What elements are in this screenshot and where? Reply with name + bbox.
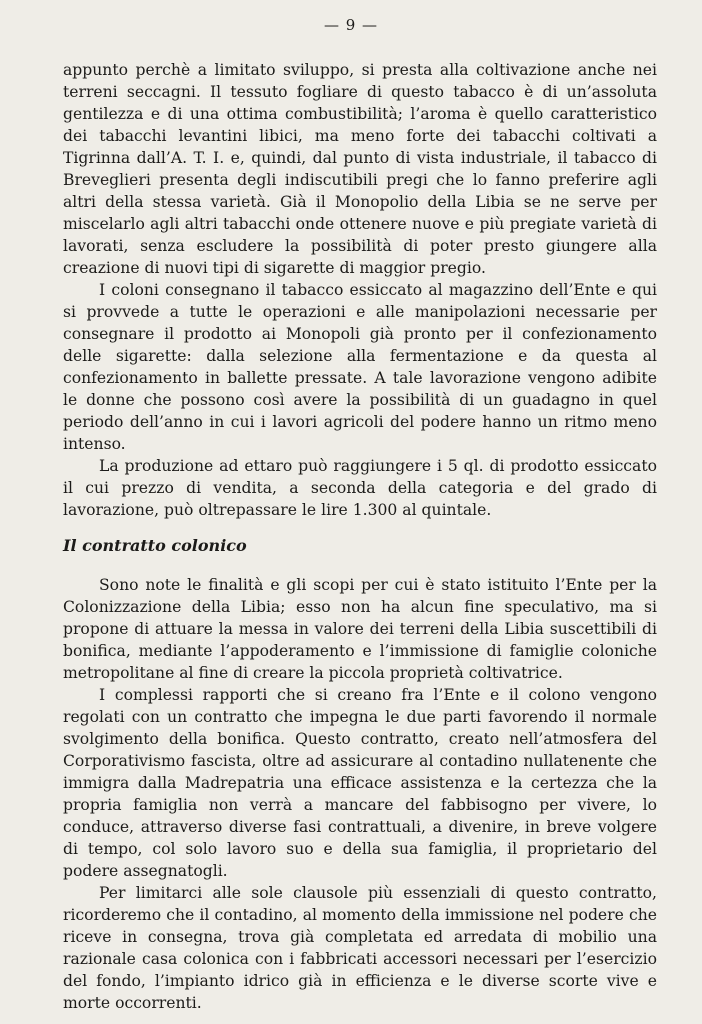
paragraph-tobacco-quality: appunto perchè a limitato sviluppo, si presta alla coltivazione anche nei terreni seccagni. Il tessuto fogliare di questo tabacco è di un’assoluta gentilezza e di una ottima combustibilità; l’aroma è quello caratteristico dei tabacchi levantini libici, ma meno forte dei tabacchi coltivati a Tigrinna dall’A. T. I. e, quindi, dal punto di vista industriale, il tabacco di Breveglieri presenta degli indiscutibili pregi che lo fanno preferire agli altri della stessa varietà. Già il Monopolio della Libia se ne serve per miscelarlo agli altri tabacchi onde ottenere nuove e più pregiate varietà di lavorati, senza escludere la possibilità di poter presto giungere alla creazione di nuovi tipi di sigarette di maggior pregio. <box>63 61 657 277</box>
paragraph-tobacco-processing: I coloni consegnano il tabacco essiccato al magazzino dell’Ente e qui si provvede a tutte le operazioni e alle manipolazioni necessarie per consegnare il prodotto ai Monopoli già pronto per il confezionamento delle sigarette: dalla selezione alla fermentazione e da questa al confezionamento in ballette pressate. A tale lavorazione vengono adibite le donne che possono così avere la possibilità di un guadagno in quel periodo dell’anno in cui i lavori agricoli del podere hanno un ritmo meno intenso. <box>63 281 657 453</box>
body-text-block-2 <box>63 574 657 1014</box>
paragraph-contract-relations: I complessi rapporti che si creano fra l’Ente e il colono vengono regolati con un contratto che impegna le due parti favorendo il normale svolgimento della bonifica. Questo contratto, creato nell’atmosfera del Corporativismo fascista, oltre ad assicurare al contadino nullatenente che immigra dalla Madrepatria una efficace assistenza e la certezza che la propria famiglia non verrà a mancare del fabbisogno per vivere, lo conduce, attraverso diverse fasi contrattuali, a divenire, in breve volgere di tempo, col solo lavoro suo e della sua famiglia, il proprietario del podere assegnatogli. <box>63 686 657 880</box>
section-heading: Il contratto colonico <box>63 536 247 555</box>
paragraph-ente-purpose: Sono note le finalità e gli scopi per cui è stato istituito l’Ente per la Colonizzazione della Libia; esso non ha alcun fine speculativo, ma si propone di attuare la messa in valore dei terreni della Libia suscettibili di bonifica, mediante l’appoderamento e l’immissione di famiglie coloniche metropolitane al fine di creare la piccola proprietà coltivatrice. <box>63 576 657 682</box>
body-text-block-1 <box>63 59 657 521</box>
paragraph-contract-clauses: Per limitarci alle sole clausole più essenziali di questo contratto, ricorderemo che il contadino, al momento della immissione nel podere che riceve in consegna, trova già completata ed arredata di mobilio una razionale casa colonica con i fabbricati accessori necessari per l’esercizio del fondo, l’impianto idrico già in efficienza e le diverse scorte vive e morte occorrenti. <box>63 884 657 1012</box>
paragraph-tobacco-production: La produzione ad ettaro può raggiungere i 5 ql. di prodotto essiccato il cui prezzo di vendita, a seconda della categoria e del grado di lavorazione, può oltrepassare le lire 1.300 al quintale. <box>63 457 657 519</box>
page-number: — 9 — <box>323 16 379 34</box>
